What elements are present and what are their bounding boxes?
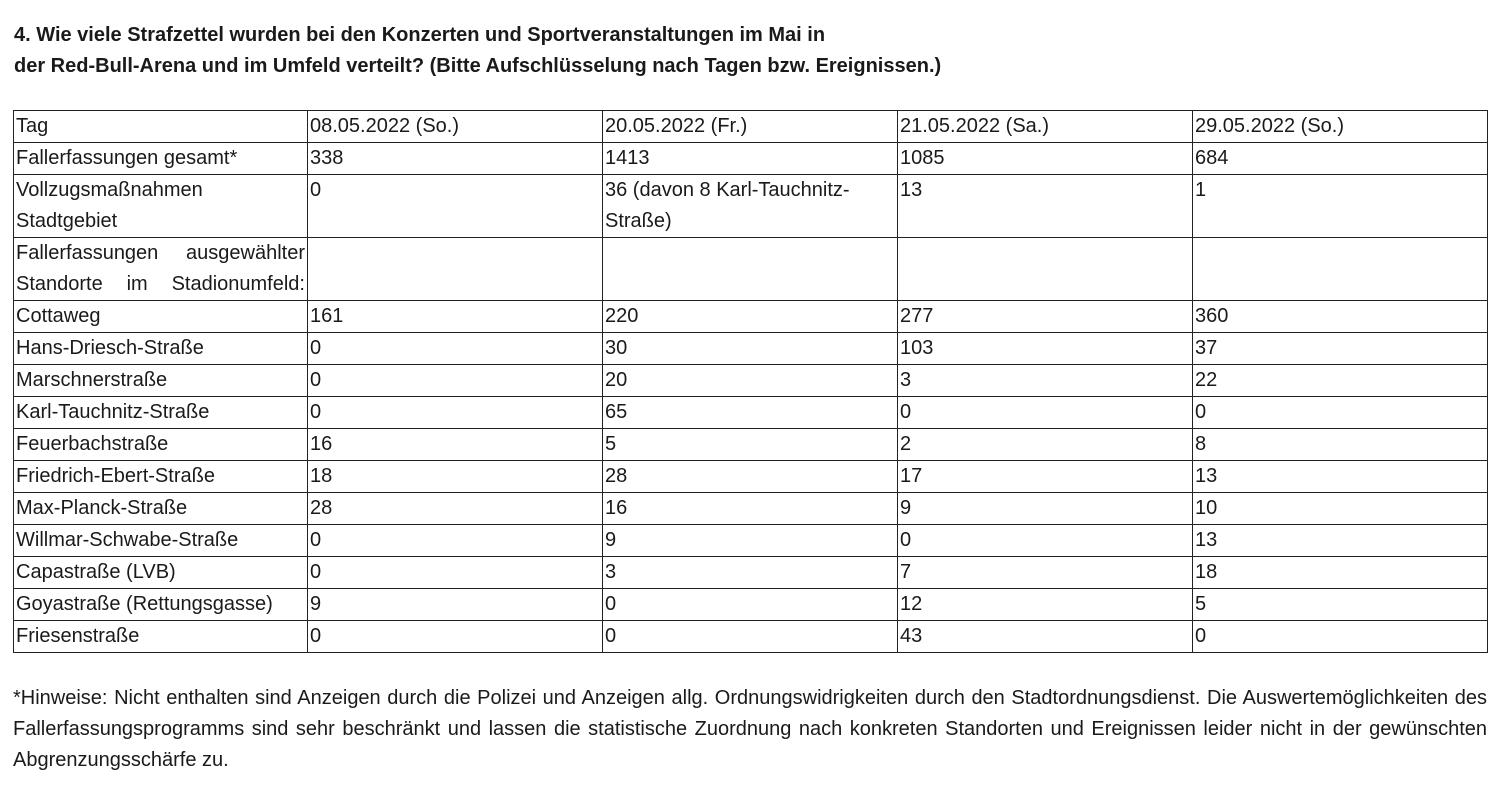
row-label: Hans-Driesch-Straße (14, 333, 308, 365)
table-cell: 0 (308, 621, 603, 653)
heading-line-1: 4. Wie viele Strafzettel wurden bei den Konzerten und Sportveranstaltungen im Mai in (14, 24, 826, 46)
header-cell-date: 29.05.2022 (So.) (1193, 111, 1488, 143)
table-row (14, 557, 1488, 589)
row-label: Willmar-Schwabe-Straße (14, 525, 308, 557)
header-cell-date: 08.05.2022 (So.) (308, 111, 603, 143)
row-label: Friedrich-Ebert-Straße (14, 461, 308, 493)
table-cell: 28 (603, 461, 898, 493)
table-row (14, 429, 1488, 461)
table-row (14, 301, 1488, 333)
table-row (14, 397, 1488, 429)
row-label: Karl-Tauchnitz-Straße (14, 397, 308, 429)
row-label: Fallerfassungen gesamt* (14, 143, 308, 175)
table-cell: 7 (898, 557, 1193, 589)
table-cell: 0 (308, 557, 603, 589)
table-cell: 0 (308, 525, 603, 557)
table-cell: 30 (603, 333, 898, 365)
table-cell: 0 (308, 175, 603, 238)
table-row (14, 143, 1488, 175)
table-cell: 20 (603, 365, 898, 397)
table-cell: 1085 (898, 143, 1193, 175)
table-row (14, 365, 1488, 397)
table-row (14, 525, 1488, 557)
table-cell: 18 (1193, 557, 1488, 589)
table-row (14, 461, 1488, 493)
table-cell: 2 (898, 429, 1193, 461)
table-cell: 36 (davon 8 Karl-Tauchnitz-Straße) (603, 175, 898, 238)
row-label: Cottaweg (14, 301, 308, 333)
table-cell: 1413 (603, 143, 898, 175)
row-label: Vollzugsmaßnahmen Stadtgebiet (14, 175, 308, 238)
row-label: Capastraße (LVB) (14, 557, 308, 589)
table-cell: 65 (603, 397, 898, 429)
table-cell: 13 (1193, 525, 1488, 557)
table-cell: 0 (1193, 397, 1488, 429)
table-cell: 9 (603, 525, 898, 557)
table-cell: 103 (898, 333, 1193, 365)
question-heading (14, 20, 1484, 82)
header-cell-tag: Tag (14, 111, 308, 143)
table-row (14, 238, 1488, 301)
parking-tickets-table (13, 110, 1488, 653)
table-row (14, 175, 1488, 238)
header-cell-date: 21.05.2022 (Sa.) (898, 111, 1193, 143)
table-cell: 13 (1193, 461, 1488, 493)
table-header-row (14, 111, 1488, 143)
table-row (14, 333, 1488, 365)
table-cell: 16 (603, 493, 898, 525)
table-row (14, 589, 1488, 621)
table-cell: 684 (1193, 143, 1488, 175)
table-cell: 0 (898, 397, 1193, 429)
table-cell: 9 (308, 589, 603, 621)
row-label-section (14, 238, 308, 301)
table-cell: 12 (898, 589, 1193, 621)
table-cell: 360 (1193, 301, 1488, 333)
table-cell (308, 238, 603, 301)
table-cell: 10 (1193, 493, 1488, 525)
table-cell: 0 (603, 589, 898, 621)
table-cell: 3 (898, 365, 1193, 397)
table-row (14, 621, 1488, 653)
row-label: Feuerbachstraße (14, 429, 308, 461)
table-cell: 5 (1193, 589, 1488, 621)
table-cell: 9 (898, 493, 1193, 525)
row-label: Max-Planck-Straße (14, 493, 308, 525)
table-cell: 0 (1193, 621, 1488, 653)
table-cell: 8 (1193, 429, 1488, 461)
table-cell: 37 (1193, 333, 1488, 365)
table-cell: 22 (1193, 365, 1488, 397)
table-cell: 5 (603, 429, 898, 461)
table-cell (898, 238, 1193, 301)
table-cell: 18 (308, 461, 603, 493)
section-label-text: Fallerfassungen ausgewählter Standorte im Stadionumfeld: (16, 242, 305, 295)
row-label: Goyastraße (Rettungsgasse) (14, 589, 308, 621)
table-cell: 0 (308, 333, 603, 365)
header-cell-date: 20.05.2022 (Fr.) (603, 111, 898, 143)
table-cell: 161 (308, 301, 603, 333)
table-cell: 220 (603, 301, 898, 333)
table-cell: 1 (1193, 175, 1488, 238)
table-cell: 17 (898, 461, 1193, 493)
table-cell: 3 (603, 557, 898, 589)
table-cell: 13 (898, 175, 1193, 238)
row-label: Marschnerstraße (14, 365, 308, 397)
table-cell (603, 238, 898, 301)
table-cell: 277 (898, 301, 1193, 333)
footnote: *Hinweise: Nicht enthalten sind Anzeigen durch die Polizei und Anzeigen allg. Ordnungswidrigkeiten durch den Stadtordnungsdienst. Die Auswertemöglichkeiten des Fallerfassungsprogramms sind sehr beschränkt und lassen die statistische Zuordnung nach konkreten Standorten und Ereignissen leider nicht in der gewünschten Abgrenzungsschärfe zu. (13, 687, 1487, 771)
table-cell: 16 (308, 429, 603, 461)
table-row (14, 493, 1488, 525)
table-cell: 43 (898, 621, 1193, 653)
table-cell: 28 (308, 493, 603, 525)
table-cell: 0 (308, 365, 603, 397)
row-label: Friesenstraße (14, 621, 308, 653)
table-cell (1193, 238, 1488, 301)
table-cell: 338 (308, 143, 603, 175)
table-cell: 0 (898, 525, 1193, 557)
heading-line-2: der Red-Bull-Arena und im Umfeld verteilt? (Bitte Aufschlüsselung nach Tagen bzw. Ereignissen.) (14, 55, 942, 77)
table-cell: 0 (603, 621, 898, 653)
table-cell: 0 (308, 397, 603, 429)
